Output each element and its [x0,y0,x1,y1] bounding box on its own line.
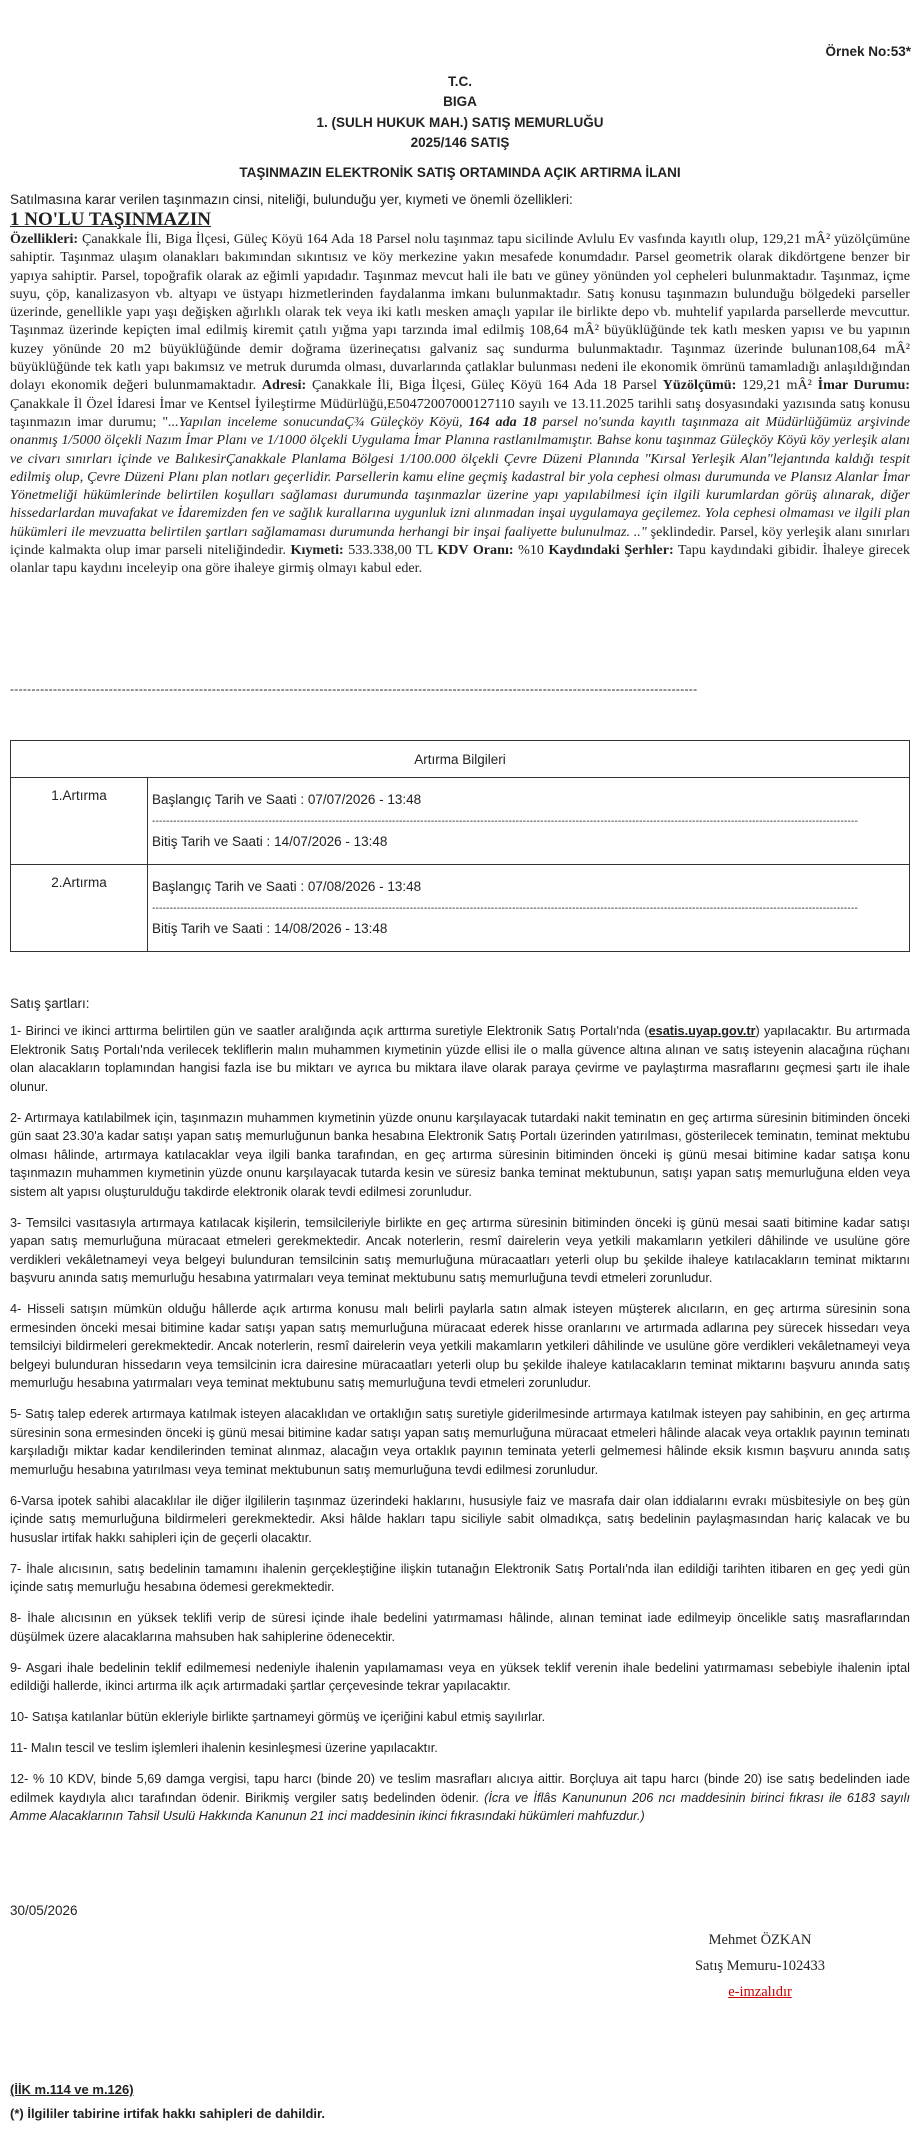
address-label: Adresi: [261,377,307,394]
zoning-text: Çanakkale İl Özel İdaresi İmar ve Kentsel İyileştirme Müdürlüğü,E50472007000127110 sayılı ve 13.11.2025 tarihli satış dosyasındaki yazısında satış konusu taşınmazın imar durumu; " [10,395,910,430]
auction-date-separator: -------------------------------------------------------------------------------------------------------------------------------------------------------------------------------------------------------- [152,903,859,914]
auction-start [152,792,421,807]
auction-name: 2.Artırma [11,865,148,952]
term-12 [10,1770,910,1826]
section-divider: ---------------------------------------------------------------------------------------------------------------------------------------------------------------- [10,682,698,696]
term-5: 5- Satış talep ederek artırmaya katılmak isteyen alacaklıdan ve ortaklığın satış suretiyle giderilmesinde artırmaya katılmak isteyen pay sahibinin, en geç artırma süresinin sona ermesinden önceki iş günü mesai bitimine kadar satışı yapan satış memurluğuna müracaat etmeleri hâlinde alacak veya ortaklık payının teminatı karşıladığı miktar kadar kendilerinden teminat alınmaz, alacağın veya ortaklık payının teminata yeterli gelmemesi hâlinde eksik kısmın başvuru anında satış memurluğu hesabına yatırılması veya teminat mektubunun satış memurluğuna tevdi edilmesi zorunludur. [10,1407,910,1477]
auction-start-label: Başlangıç Tarih ve Saati : [152,792,308,807]
document-title: TAŞINMAZIN ELEKTRONİK SATIŞ ORTAMINDA AÇIK ARTIRMA İLANI [239,165,681,180]
esatis-portal-link[interactable]: esatis.uyap.gov.tr [648,1024,756,1038]
auction-start-label: Başlangıç Tarih ve Saati : [152,879,308,894]
auction-end [152,921,387,936]
header-file-number: 2025/146 SATIŞ [410,135,510,150]
signatory-title: Satış Memuru-102433 [694,1958,826,1974]
auction-table-header-row [11,741,910,778]
sale-terms-title: Satış şartları: [10,996,90,1011]
intro-text: Satılmasına karar verilen taşınmazın cinsi, niteliği, bulunduğu yer, kıymeti ve önemli özellikleri: [10,192,573,207]
sale-terms [10,1022,910,1838]
address-text: Çanakkale İli, Biga İlçesi, Güleç Köyü 164 Ada 18 Parsel [306,377,663,394]
value-label: Kıymeti: [290,542,344,559]
property-description [10,230,910,578]
auction-table-title: Artırma Bilgileri [11,741,910,778]
auction-start [152,879,421,894]
auction-dates [148,865,910,952]
auction-end-label: Bitiş Tarih ve Saati : [152,921,275,936]
term-1 [10,1022,910,1096]
auction-name: 1.Artırma [11,778,148,865]
footnote: (*) İlgililer tabirine irtifak hakkı sahipleri de dahildir. [10,2106,325,2121]
auction-info-table [10,740,910,952]
auction-end [152,834,387,849]
annotations-label: Kaydındaki Şerhler: [548,542,674,559]
zoning-end: şeklindedir. Parsel, köy yerleşik alanı sınırları içinde kalmakta olup imar parseli niteliğindedir. [10,523,910,559]
legal-reference: (İİK m.114 ve m.126) [10,2082,134,2097]
term-7: 7- İhale alıcısının, satış bedelinin tamamını ihalenin gerçekleştiğine ilişkin tutanağın Elektronik Satış Portalı'nda ilan edildiği tarihten itibaren en geç yedi gün içinde satış memurluğu hesabına ödemesi gerekmektedir. [10,1561,910,1594]
area-text: 129,21 mÂ² [736,377,818,394]
zoning-label: İmar Durumu: [817,377,910,394]
auction-date-separator: -------------------------------------------------------------------------------------------------------------------------------------------------------------------------------------------------------- [152,816,859,827]
e-signature-mark: e-imzalıdır [728,1984,792,2000]
term-10: 10- Satışa katılanlar bütün ekleriyle birlikte şartnameyi görmüş ve içeriğini kabul etmiş sayılırlar. [10,1710,546,1724]
header-tc: T.C. [447,74,472,89]
property-title: 1 NO'LU TAŞINMAZIN [10,209,211,230]
term-11: 11- Malın tescil ve teslim işlemleri ihalenin kesinleşmesi üzerine yapılacaktır. [10,1741,438,1755]
auction-start-value: 07/08/2026 - 13:48 [307,879,422,894]
auction-end-value: 14/07/2026 - 13:48 [274,834,388,849]
document-date: 30/05/2026 [10,1903,78,1918]
term-1-text-a: 1- Birinci ve ikinci arttırma belirtilen gün ve saatler aralığında açık arttırma suretiyle Elektronik Satış Portalı'nda ( [10,1024,649,1038]
term-12-text: 12- % 10 KDV, binde 5,69 damga vergisi, tapu harcı (binde 20) ve teslim masrafları alıcıya aittir. Borçluya ait tapu harcı (binde 20) ise satış bedelinden iade edilmek kaydıyla alıcı tarafından ödenir. Birikmiş vergiler satış bedelinden ödenir. [10,1772,910,1805]
sample-number: Örnek No:53* [825,44,911,59]
auction-row [11,778,910,865]
term-2: 2- Artırmaya katılabilmek için, taşınmazın muhammen kıymetinin yüzde onunu karşılayacak tutardaki nakit teminatın en geç artırma süresinin bitiminden önceki gün saat 23.30'a kadar satışı yapan satış memurluğunun banka hesabına Elektronik Satış Portalı üzerinden yatırılması, gösterilecek teminatın, teminat mektubu olması hâlinde, artırmaya katılacaklar veya ilgili banka tarafından, en geç artırma süresinin bitiminden önceki iş günü mesai bitimine kadar satışa konu taşınmazın muhammen kıymetinin yüzde onunu karşılayacak tutarda kesin ve süresiz banka teminat mektubunun, satışı yapan satış memurluğuna elden veya sistem alt yapısı oluşturulduğu takdirde elektronik olarak tevdi edilmesi zorunludur. [10,1110,910,1199]
term-3: 3- Temsilci vasıtasıyla artırmaya katılacak kişilerin, temsilcileriyle birlikte en geç artırma süresinin bitiminden önceki iş günü mesai saati bitimine kadar satışı yapan satış memurluğuna müracaat etmeleri gerekmektedir. Ancak noterlerin, resmî dairelerin veya yetkili makamların yetkileri dâhilinde ve usulüne göre verdikleri vekâletnameyi veya belgeyi bulunduran temsilcinin satış memurluğuna müracaatları yeterli olup bu şekilde ihaleye katılacakların teminat miktarını başvuru anında satış memurluğu hesabına yatırmaları veya teminat mektubunu satış memurluğuna tevdi etmeleri zorunludur. [10,1215,910,1285]
auction-end-label: Bitiş Tarih ve Saati : [152,834,275,849]
signatory-name: Mehmet ÖZKAN [708,1932,812,1948]
header-office: 1. (SULH HUKUK MAH.) SATIŞ MEMURLUĞU [316,115,604,130]
vat-text: %10 [513,542,549,559]
header-city: BIGA [443,94,477,109]
features-text: Çanakkale İli, Biga İlçesi, Güleç Köyü 164 Ada 18 Parsel nolu taşınmaz tapu sicilinde Avlulu Ev vasfında kayıtlı olup, 129,21 mÂ² yüzölçümüne sahiptir. Taşınmaz ulaşım olanakları bakımından sıkıntısız ve köy merkezine yakın mesafede konumdadır. Parsel geometrik olarak dikdörtgene benzer bir yapıya sahiptir. Parsel, topoğrafik olarak az eğimli yapıdadır. Taşınmaz mevcut hali ile batı ve güney yönünden yol cepheleri bulunmaktadır. Taşınmaz, içme suyu, çöp, kanalizasyon vb. altyapı ve üstyapı hizmetlerinden faydalanma imkanı bulunmaktadır. Satış konusu taşınmazın bulunduğu bölgedeki parseller üzerinde, genellikle yapı yaşı değişken ağırlıklı olarak tek veya iki katlı mesken amaçlı yapılar ile birlikte depo vb. muhtelif yapılarda parsellerde mevcuttur. Taşınmaz üzerinde kepiçten imal edilmiş kiremit çatılı yığma yapı tarzında imal edilmiş 108,64 mÂ² büyüklüğünde tek katlı mesken yapısı ve bu yapının kuzey yönünde 20 m2 büyüklüğünde demir doğrama üzerineçatısı galvaniz saç sundurma bulunmaktadır. Taşınmaz üzerinde bulunan108,64 mÂ² büyüklüğünde tek katlı yapı bakımsız ve metruk durumda olması, duvarlarında çatlaklar bulunması nedeni ile ekonomik ömrünü tamamladığı anlaşıldığından dolayı ekonomik değeri bulunmamaktadır. [10,231,910,394]
value-text: 533.338,00 TL [343,542,438,559]
annotations-text: Tapu kaydındaki gibidir. İhaleye girecek olanlar tapu kaydını inceleyip ona göre ihaleye girmiş olmayı kabul eder. [10,542,910,577]
auction-start-value: 07/07/2026 - 13:48 [307,792,422,807]
term-1-text-b: ) yapılacaktır. Bu artırmada Elektronik Satış Portalı'nda verilecek tekliflerin malın muhammen kıymetinin yüzde ellisi ile o malla güvence altına alınan ve satış isteyenin alacağına rüçhanı olan alacakların toplamından hangisi fazla ise bu miktarı ve ayrıca bu miktara ilave olarak paraya çevirme ve paylaştırma masraflarını geçmesi şartı ile ihale olunur. [10,1024,910,1094]
features-label: Özellikleri: [10,231,79,247]
term-9: 9- Asgari ihale bedelinin teklif edilmemesi nedeniyle ihalenin yapılamaması veya en yüksek teklif verenin ihale bedelini yatırmaması sebebiyle ihalenin iptal edildiği hallerde, ikinci artırma ilk açık artırmadaki şartlar çerçevesinde tekrar yapılacaktır. [10,1660,910,1693]
term-6: 6-Varsa ipotek sahibi alacaklılar ile diğer ilgililerin taşınmaz üzerindeki haklarını, hususiyle faiz ve masrafa dair olan iddialarını evrakı müsbitesiyle on beş gün içinde satış memurluğuna bildirmeleri gerekmektedir. Aksi hâlde hakları tapu siciliyle sabit olmadıkça, satış bedelinin paylaşmasından hariç kalacak ve bu hususlar irtifak hakkı sahipleri için de geçerli olacaktır. [10,1493,910,1545]
term-8: 8- İhale alıcısının en yüksek teklifi verip de süresi içinde ihale bedelini yatırmaması hâlinde, alınan teminat iade edilmeyip öncelikle satış masraflarından düşülmek üzere alacaklarına mahsuben hak sahiplerine ödenecektir. [10,1611,910,1644]
vat-label: KDV Oranı: [437,542,514,559]
term-12-legal-note: (İcra ve İflâs Kanununun 206 ncı maddesinin birinci fıkrası ile 6183 sayılı Amme Alacaklarının Tahsil Usulü Hakkında Kanunun 21 inci maddesinin ikinci fıkrasındaki hükümleri mahfuzdur.) [10,1790,910,1823]
auction-end-value: 14/08/2026 - 13:48 [274,921,388,936]
zoning-quote-1: ...Yapılan inceleme sonucundaÇ¾ Güleçköy Köyü, [168,413,469,430]
area-label: Yüzölçümü: [662,377,737,394]
auction-row [11,865,910,952]
auction-dates [148,778,910,865]
zoning-quote-parcel: 164 ada 18 [468,413,537,430]
term-4: 4- Hisseli satışın mümkün olduğu hâllerde açık artırma konusu malı belirli paylarla satın almak isteyen müşterek alıcıların, en geç artırma süresinin sona ermesinden önceki mesai bitimine kadar satışı yapan satış memurluğuna müracaat ederek hisse oranlarını ve artırmada adlarına pey sürecek hissedarı veya temsilciyi bildirmeleri gerekmektedir. Ancak noterlerin, resmî dairelerin veya yetkili makamların yetkileri dâhilinde ve usulüne göre verdikleri vekâletnameyi veya belgeyi bulunduran hissedarın veya temsilcinin icra dairesine müracaatları yeterli olup bu şekilde ihaleye katılacakların teminat miktarını başvuru anında satış memurluğu hesabına yatırmaları veya teminat mektubunu satış memurluğuna tevdi etmeleri zorunludur. [10,1302,910,1390]
zoning-quote-2: parsel no'sunda kayıtlı taşınmaza ait Müdürlüğümüz arşivinde onanmış 1/5000 ölçekli Nazım İmar Planı ve 1/1000 ölçekli Uygulama İmar Planına rastlanılmamıştır. Bahse konu taşınmaz Güleçköy Köyü köy yerleşik alanı ve civarı sınırları içinde ve BalıkesirÇanakkale Planlama Bölgesi 1/100.000 ölçekli Çevre Düzeni Planında "Kırsal Yerleşik Alan"lejantında kaldığı tespit edilmiş olup, Çevre Düzeni Planı plan notları geçerlidir. Parsellerin kamu eline geçmiş kadastral bir yola cephesi olması durumunda ve Plansız Alanlar İmar Yönetmeliği hükümlerinde belirtilen koşulları sağlaması durumunda taşınmazlar üzerine yapı yapılabilmesi için ilgili kurumlardan görüş alınarak, diğer hissedarlardan muvafakat ve İdaremizden fen ve sağlık kurallarına uygunluk izni alınmadan inşai uygulamaya geçilemez. Yola cephesi olmaması ve ilgili plan hükümleri ile mevzuatta belirtilen şartları sağlamaması durumunda herhangi bir inşai faaliyette bulunulmaz. .." [10,413,910,540]
